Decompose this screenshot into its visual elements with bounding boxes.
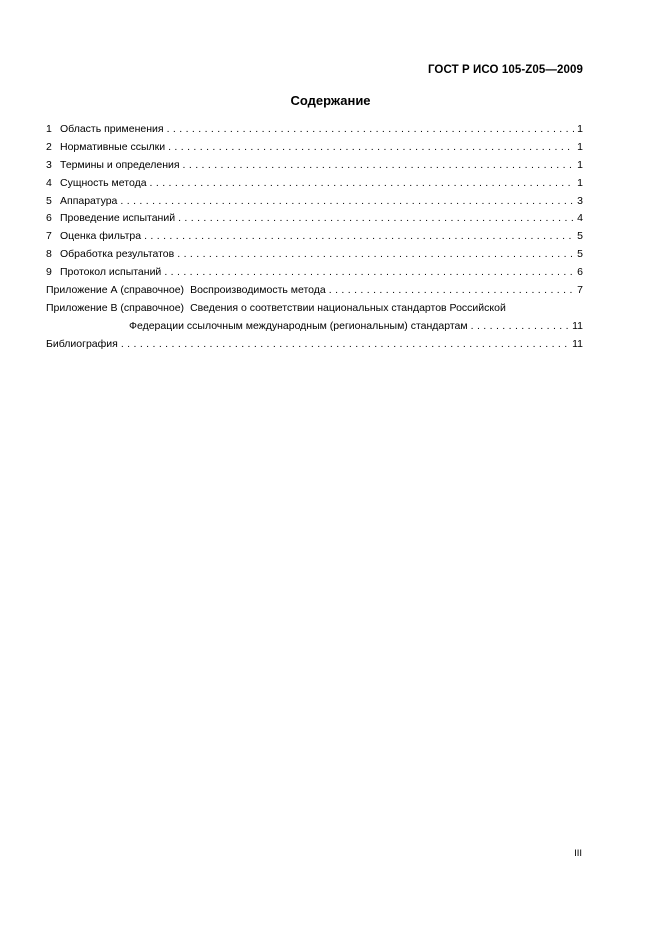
toc-entry-annex-a[interactable]	[46, 282, 583, 300]
bibliography-label: Библиография	[46, 337, 118, 350]
toc-entry[interactable]	[46, 139, 583, 157]
dot-leader	[120, 193, 574, 211]
toc-entry-number: 7	[46, 230, 52, 243]
toc-entry-page: 1	[577, 140, 583, 153]
toc-entry-label: Обработка результатов	[60, 248, 175, 261]
document-code: ГОСТ Р ИСО 105-Z05—2009	[427, 64, 583, 76]
dot-leader	[167, 121, 575, 139]
toc-title: Содержание	[290, 93, 371, 108]
dot-leader	[144, 228, 574, 246]
toc-entry-number: 8	[46, 248, 52, 261]
dot-leader	[168, 139, 574, 157]
annex-a-label: Воспроизводимость метода	[190, 284, 326, 297]
dot-leader	[121, 336, 569, 354]
toc-entry[interactable]	[46, 210, 583, 228]
toc-entry-label: Сущность метода	[60, 176, 147, 189]
annex-b-page: 11	[572, 319, 583, 332]
toc-entry-number: 6	[46, 212, 52, 225]
dot-leader	[150, 175, 575, 193]
toc-entry-page: 1	[577, 158, 583, 171]
page-number: III	[574, 848, 582, 859]
annex-b-prefix: Приложение В (справочное)	[46, 301, 185, 314]
dot-leader	[471, 318, 569, 336]
toc-entry-page: 5	[577, 248, 583, 261]
bibliography-page: 11	[572, 337, 583, 350]
toc-entry-page: 4	[577, 212, 583, 225]
toc-entry[interactable]	[46, 175, 583, 193]
toc-entry-label: Термины и определения	[60, 158, 180, 171]
toc-entry-page: 1	[577, 176, 583, 189]
annex-a-prefix: Приложение А (справочное)	[46, 284, 185, 297]
table-of-contents	[46, 121, 583, 354]
toc-entry-number: 2	[46, 140, 52, 153]
toc-entry-number: 4	[46, 176, 52, 189]
toc-entry-label: Проведение испытаний	[60, 212, 176, 225]
toc-entry-bibliography[interactable]	[46, 336, 583, 354]
dot-leader	[178, 210, 574, 228]
dot-leader	[183, 157, 575, 175]
toc-entry[interactable]	[46, 228, 583, 246]
toc-entry-label: Аппаратура	[60, 194, 118, 207]
toc-entry-label: Область применения	[60, 123, 164, 135]
toc-entry-number: 9	[46, 266, 52, 279]
toc-entry[interactable]	[46, 157, 583, 175]
toc-entry-label: Оценка фильтра	[60, 230, 142, 243]
toc-entry-number: 5	[46, 194, 52, 207]
toc-entry-page: 6	[577, 266, 583, 279]
toc-entry[interactable]	[46, 246, 583, 264]
toc-entry[interactable]	[46, 121, 583, 139]
toc-entry-page: 5	[577, 230, 583, 243]
dot-leader	[329, 282, 574, 300]
annex-b-label-line2: Федерации ссылочным международным (региональным) стандартам	[129, 319, 468, 332]
dot-leader	[177, 246, 574, 264]
toc-entry-page: 1	[577, 123, 583, 135]
toc-entry[interactable]	[46, 193, 583, 211]
toc-entry-number: 3	[46, 158, 52, 171]
toc-entry[interactable]	[46, 264, 583, 282]
toc-entry-number: 1	[46, 123, 52, 135]
annex-a-page: 7	[577, 284, 583, 297]
toc-entry-label: Нормативные ссылки	[60, 140, 166, 153]
toc-entry-label: Протокол испытаний	[60, 266, 162, 279]
annex-b-label-line1: Сведения о соответствии национальных стандартов Российской	[190, 301, 506, 314]
toc-entry-annex-b[interactable]	[46, 300, 583, 336]
dot-leader	[164, 264, 574, 282]
toc-entry-page: 3	[577, 194, 583, 207]
